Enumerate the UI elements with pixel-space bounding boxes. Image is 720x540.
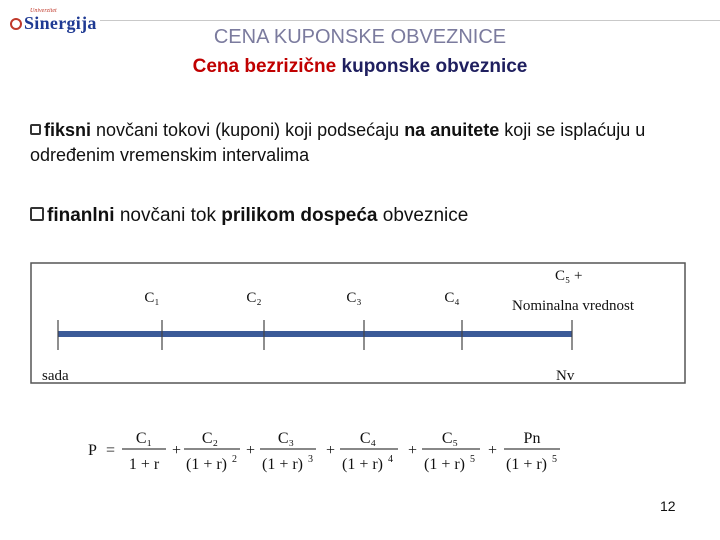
coupon-label-2: C₂: [246, 290, 262, 306]
coupon-label-4: C₄: [444, 290, 460, 306]
plus-5: +: [488, 442, 498, 459]
plus-2: +: [246, 442, 256, 459]
plus-4: +: [408, 442, 418, 459]
subtitle-part-2: kuponske obveznice: [341, 56, 528, 77]
exponent-3: 3: [308, 454, 313, 465]
bullet-1-bold-1: fiksni: [44, 120, 92, 140]
numerator-5: C₅: [441, 430, 459, 447]
denominator-4: (1 + r): [342, 456, 384, 473]
plus-3: +: [326, 442, 336, 459]
numerator-1: C₁: [135, 430, 153, 447]
bullet-final-cash-flow: [30, 203, 468, 228]
bullet-2-bold-2: prilikom dospeća: [221, 205, 378, 226]
bullet-1-bold-2: na anuitete: [404, 120, 500, 140]
slide-subtitle: [0, 56, 720, 78]
bullet-2-bold-1: finanlni: [47, 205, 115, 226]
bullet-1-text-1: novčani tokovi (kuponi) koji podsećaju: [91, 120, 405, 140]
logo-text: Sinergija: [24, 13, 97, 33]
formula-lhs: P: [88, 442, 97, 459]
bullet-2-text-1: novčani tok: [114, 205, 222, 226]
bullet-2-text-2: obveznice: [377, 205, 469, 226]
header-divider: [100, 20, 720, 21]
exponent-2: 2: [232, 454, 237, 465]
numerator-4: C₄: [359, 430, 377, 447]
denominator-6: (1 + r): [506, 456, 548, 473]
denominator-5: (1 + r): [424, 456, 466, 473]
logo-small-text: Univerzitet: [30, 8, 57, 14]
denominator-3: (1 + r): [262, 456, 304, 473]
checkbox-bullet-icon: [30, 207, 44, 221]
numerator-2: C₂: [201, 430, 219, 447]
timeline-frame: [31, 263, 685, 383]
numerator-6: Pn: [523, 430, 541, 447]
coupon-label-3: C₃: [346, 290, 362, 306]
bullet-1-text-2: koji se isplaćuju u određenim vremenskim intervalima: [30, 120, 646, 165]
denominator-2: (1 + r): [186, 456, 228, 473]
plus-1: +: [172, 442, 182, 459]
page-number: 12: [660, 498, 676, 514]
bond-price-formula: [86, 418, 576, 480]
end-label: Nv: [556, 368, 575, 384]
bullet-fixed-cash-flows: [30, 118, 680, 168]
exponent-6: 5: [552, 454, 557, 465]
nominal-value-label: Nominalna vrednost: [512, 298, 635, 314]
final-coupon-label: C₅ +: [555, 268, 583, 284]
coupon-label-1: C₁: [144, 290, 160, 306]
exponent-5: 5: [470, 454, 475, 465]
numerator-3: C₃: [277, 430, 295, 447]
cash-flow-timeline: [30, 262, 686, 386]
slide-title: CENA KUPONSKE OBVEZNICE: [213, 26, 507, 48]
start-label: sada: [42, 368, 69, 384]
denominator-1: 1 + r: [128, 456, 160, 473]
subtitle-part-1: Cena bezrizične: [192, 56, 337, 77]
checkbox-bullet-icon: [30, 124, 41, 135]
formula-equals: =: [106, 442, 116, 459]
exponent-4: 4: [388, 454, 393, 465]
